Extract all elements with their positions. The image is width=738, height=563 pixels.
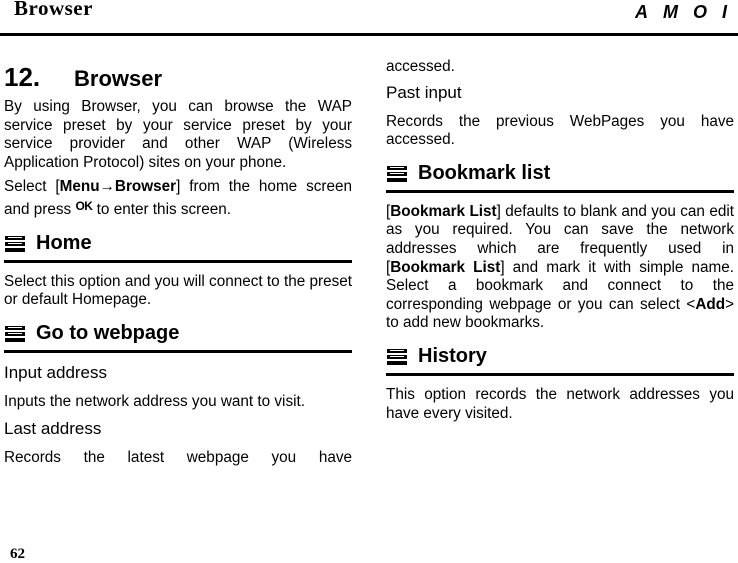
- section-bullet-icon: [4, 234, 26, 254]
- history-text: This option records the network addresses you have every visited.: [386, 385, 734, 422]
- subheading-last-address: Last address: [4, 419, 102, 439]
- running-header-title: Browser: [14, 0, 93, 20]
- section-bullet-icon: [4, 324, 26, 344]
- amoi-logo: [635, 3, 732, 21]
- section-bookmark-list: [386, 160, 734, 193]
- header-rule: [0, 33, 738, 36]
- intro-select-paragraph: Select [Menu→Browser] from the home screen and press OK to enter this screen.: [4, 178, 352, 218]
- subheading-past-input: Past input: [386, 82, 462, 102]
- section-bullet-icon: [386, 164, 408, 184]
- left-column: [4, 62, 352, 468]
- page-number: 62: [10, 546, 25, 562]
- section-title: History: [418, 345, 487, 368]
- intro-paragraph: By using Browser, you can browse the WAP service preset by your service preset by your service provider and other WAP (Wireless Application Protocol) sites on your phone.: [4, 98, 352, 171]
- menu-path: Menu→Browser: [59, 178, 177, 196]
- home-text: Select this option and you will connect to the preset or default Homepage.: [4, 272, 352, 309]
- svg-text:AMOI: AMOI: [635, 3, 729, 21]
- chapter-title: Browser: [74, 66, 163, 91]
- right-column: [386, 58, 734, 423]
- section-history: [386, 343, 734, 376]
- section-title: Go to webpage: [36, 322, 180, 345]
- bookmark-text: [Bookmark List] defaults to blank and you can edit as you required. You can save the network addresses which are frequently used in [Bookmark List] and mark it with simple name. Select a bookmark and connect to the corresponding webpage or you can select <Add> to add new bookmarks.: [386, 202, 734, 332]
- section-title: Bookmark list: [418, 162, 551, 185]
- chapter-number: 12.: [4, 62, 41, 92]
- section-home: [4, 230, 352, 263]
- input-address-text: Inputs the network address you want to visit.: [4, 392, 305, 410]
- section-go-to-webpage: [4, 320, 352, 353]
- subheading-input-address: Input address: [4, 362, 108, 382]
- last-address-text-cont: accessed.: [386, 58, 455, 75]
- section-title: Home: [36, 232, 92, 255]
- chapter-heading: [4, 62, 352, 96]
- ok-key-icon: OK: [75, 198, 93, 213]
- last-address-text: Records the latest webpage you have: [4, 449, 352, 467]
- section-bullet-icon: [386, 347, 408, 367]
- past-input-text: Records the previous WebPages you have accessed.: [386, 112, 734, 149]
